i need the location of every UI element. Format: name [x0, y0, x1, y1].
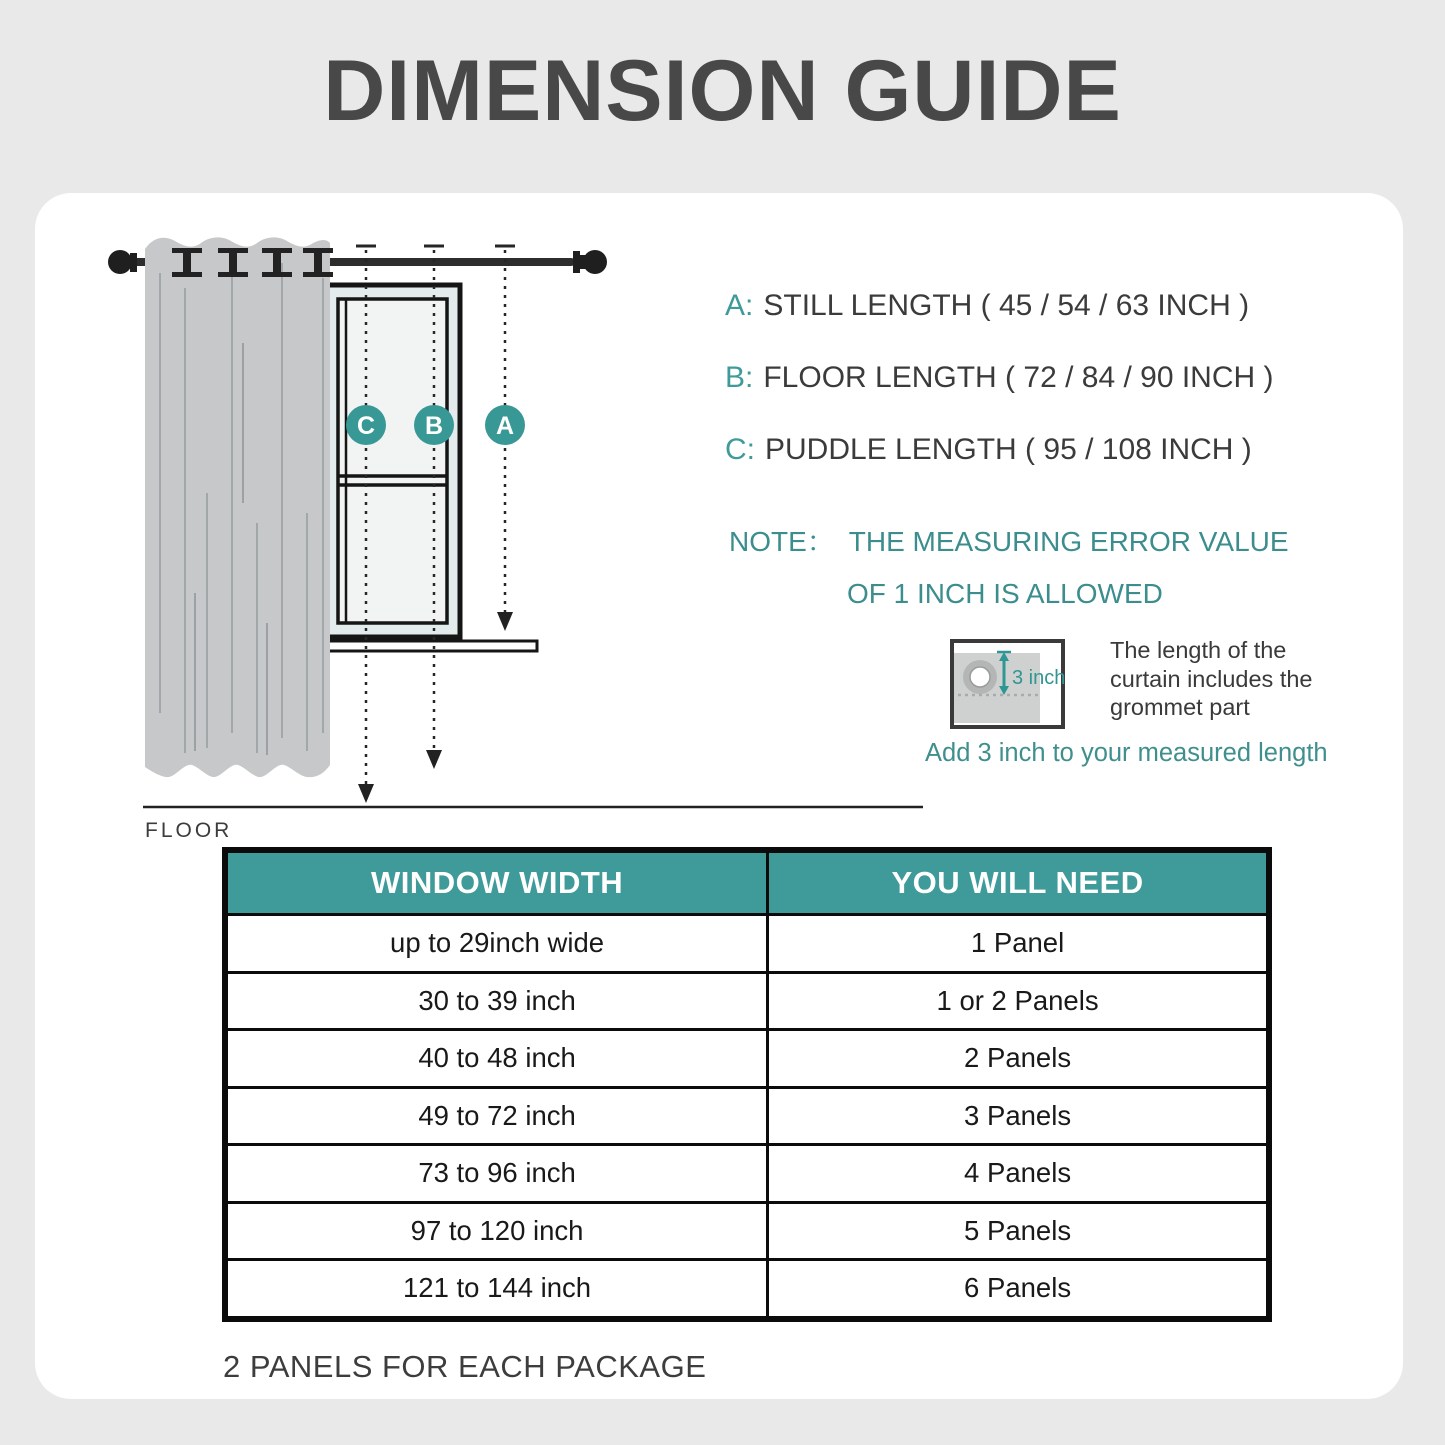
- note-label: NOTE：: [729, 526, 835, 557]
- table-row: [225, 1202, 1269, 1260]
- note-text2: OF 1 INCH IS ALLOWED: [847, 578, 1163, 609]
- length-row-a: [725, 285, 1274, 327]
- cell-panels: 1 Panel: [768, 915, 1269, 973]
- content-card: [35, 193, 1403, 1399]
- svg-text:A: A: [495, 412, 515, 440]
- cell-window-width: 121 to 144 inch: [225, 1260, 768, 1319]
- table-row: [225, 1087, 1269, 1145]
- cell-panels: 6 Panels: [768, 1260, 1269, 1319]
- table-row: [225, 1260, 1269, 1319]
- note-text1: THE MEASURING ERROR VALUE: [848, 526, 1289, 557]
- page-title: DIMENSION GUIDE: [323, 43, 1122, 139]
- cell-panels: 4 Panels: [768, 1145, 1269, 1203]
- table-header-row: [225, 850, 1269, 915]
- note-line1: [729, 523, 1289, 561]
- length-definitions: [725, 285, 1274, 501]
- length-c-text: PUDDLE LENGTH ( 95 / 108 INCH ): [765, 433, 1252, 466]
- floor-label: FLOOR: [145, 819, 233, 842]
- grommet-diagram-icon: [950, 639, 1065, 731]
- cell-window-width: 30 to 39 inch: [225, 972, 768, 1030]
- curtain-panel-icon: [145, 237, 330, 777]
- header-window-width: WINDOW WIDTH: [225, 850, 768, 915]
- label-badge-c: [346, 405, 386, 445]
- table-row: [225, 1030, 1269, 1088]
- cell-window-width: 49 to 72 inch: [225, 1087, 768, 1145]
- svg-text:B: B: [424, 412, 444, 440]
- measuring-note: [729, 523, 1289, 613]
- grommet-measure-label: 3 inch: [1012, 667, 1066, 689]
- cell-window-width: 73 to 96 inch: [225, 1145, 768, 1203]
- table-row: [225, 915, 1269, 973]
- grommet-instruction: Add 3 inch to your measured length: [925, 739, 1328, 767]
- length-b-text: FLOOR LENGTH ( 72 / 84 / 90 INCH ): [763, 361, 1274, 394]
- cell-panels: 2 Panels: [768, 1030, 1269, 1088]
- length-row-c: [725, 429, 1274, 471]
- window-sill: [322, 641, 537, 651]
- cell-panels: 5 Panels: [768, 1202, 1269, 1260]
- cell-panels: 3 Panels: [768, 1087, 1269, 1145]
- window-icon: [322, 285, 460, 637]
- length-a-text: STILL LENGTH ( 45 / 54 / 63 INCH ): [763, 289, 1250, 322]
- svg-text:C: C: [356, 412, 376, 440]
- grommet-description: The length of the curtain includes the grommet part: [1110, 637, 1313, 720]
- length-c-prefix: C:: [725, 433, 755, 466]
- length-b-prefix: B:: [725, 361, 754, 394]
- header-you-will-need: YOU WILL NEED: [768, 850, 1269, 915]
- cell-panels: 1 or 2 Panels: [768, 972, 1269, 1030]
- panel-table: [222, 847, 1272, 1322]
- label-badge-b: [414, 405, 454, 445]
- label-badge-a: [485, 405, 525, 445]
- table-row: [225, 1145, 1269, 1203]
- table-row: [225, 972, 1269, 1030]
- length-row-b: [725, 357, 1274, 399]
- package-note: 2 PANELS FOR EACH PACKAGE: [223, 1349, 707, 1384]
- cell-window-width: 40 to 48 inch: [225, 1030, 768, 1088]
- length-a-prefix: A:: [725, 289, 754, 322]
- cell-window-width: up to 29inch wide: [225, 915, 768, 973]
- cell-window-width: 97 to 120 inch: [225, 1202, 768, 1260]
